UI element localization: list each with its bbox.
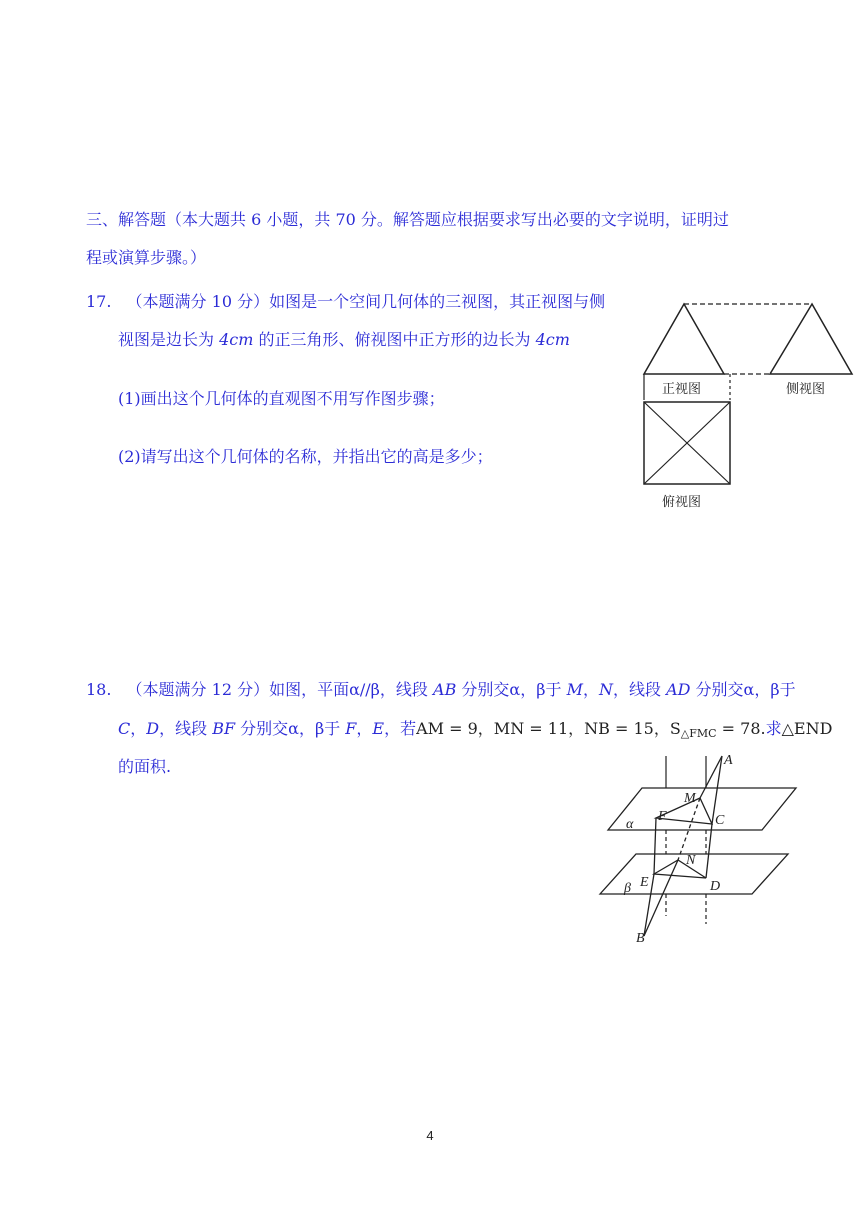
side-view-label: 侧视图 [786,382,826,397]
q18-sep1: ， [582,680,599,699]
three-view-svg [640,296,856,514]
q18-text-2b: 分别交α，β于 [235,719,346,738]
section-header-line1: 三、解答题（本大题共 6 小题，共 70 分。解答题应根据要求写出必要的文字说明，证明过 [86,210,729,229]
q18-line1 [86,677,796,700]
q18-text-1b: 分别交α，β于 [456,680,567,699]
front-view-label: 正视图 [662,382,702,397]
q18-text-1d: 分别交α，β于 [690,680,796,699]
planes-svg [598,748,802,948]
side-triangle [770,304,852,374]
q18-text-1a: （本题满分 12 分）如图，平面α//β，线段 [126,680,434,699]
q17-stem-start: （本题满分 10 分）如图是一个空间几何体的三视图，其正视图与侧 [126,292,606,311]
q18-point-E: E [372,719,385,738]
page-number: 4 [426,1128,434,1143]
q18-sep3: ， [356,719,373,738]
q17-number: 17. [86,292,112,311]
front-triangle [644,304,724,374]
q18-line2 [118,716,832,740]
label-beta: β [624,881,631,896]
q18-text-1c: ，线段 [612,680,667,699]
section-header-line2: 程或演算步骤。） [86,248,207,267]
q18-given-values: AM = 9，MN = 11，NB = 15，S [416,719,681,738]
q18-text-2c: ，若 [384,719,417,738]
top-view-label: 俯视图 [662,495,702,510]
label-B: B [636,931,645,946]
q18-point-C: C [118,719,131,738]
q17-text-a: 视图是边长为 [118,330,220,349]
three-view-figure [640,296,856,514]
label-F: F [658,809,667,824]
q17-unit1: 4cm [219,330,254,349]
label-alpha: α [626,817,634,832]
segment-CD [706,824,712,878]
q18-point-N: N [598,680,613,699]
q17-part2: (2)请写出这个几何体的名称，并指出它的高是多少； [118,447,493,466]
planes-figure [598,748,802,948]
q18-sep2: ， [130,719,147,738]
label-D: D [710,879,721,894]
triangle-END [654,860,706,878]
label-N: N [686,853,696,868]
label-M: M [684,791,696,806]
q18-given-subscript: △FMC [680,727,717,740]
segment-MN [678,798,700,860]
q17-line1 [86,289,605,312]
label-A: A [724,753,733,768]
q18-text-2a: ，线段 [159,719,213,738]
q17-text-b: 的正三角形、俯视图中正方形的边长为 [253,330,536,349]
q17-line2 [118,327,570,350]
q18-point-D: D [146,719,160,738]
q18-given-end: = 78. [716,719,766,738]
label-E: E [640,875,649,890]
segment-EF [654,818,656,874]
q18-line3: 的面积. [118,757,172,776]
segment-NB [644,860,678,936]
q18-ask-target: △END [781,719,833,738]
label-C: C [715,813,725,828]
q18-seg-AD: AD [666,680,691,699]
q17-part1: (1)画出这个几何体的直观图不用写作图步骤； [118,389,445,408]
q18-point-M: M [566,680,583,699]
q17-unit2: 4cm [535,330,570,349]
q18-ask: 求 [765,719,782,738]
q18-point-F: F [345,719,357,738]
q18-number: 18. [86,680,112,699]
q18-seg-AB: AB [433,680,457,699]
q18-seg-BF: BF [212,719,236,738]
